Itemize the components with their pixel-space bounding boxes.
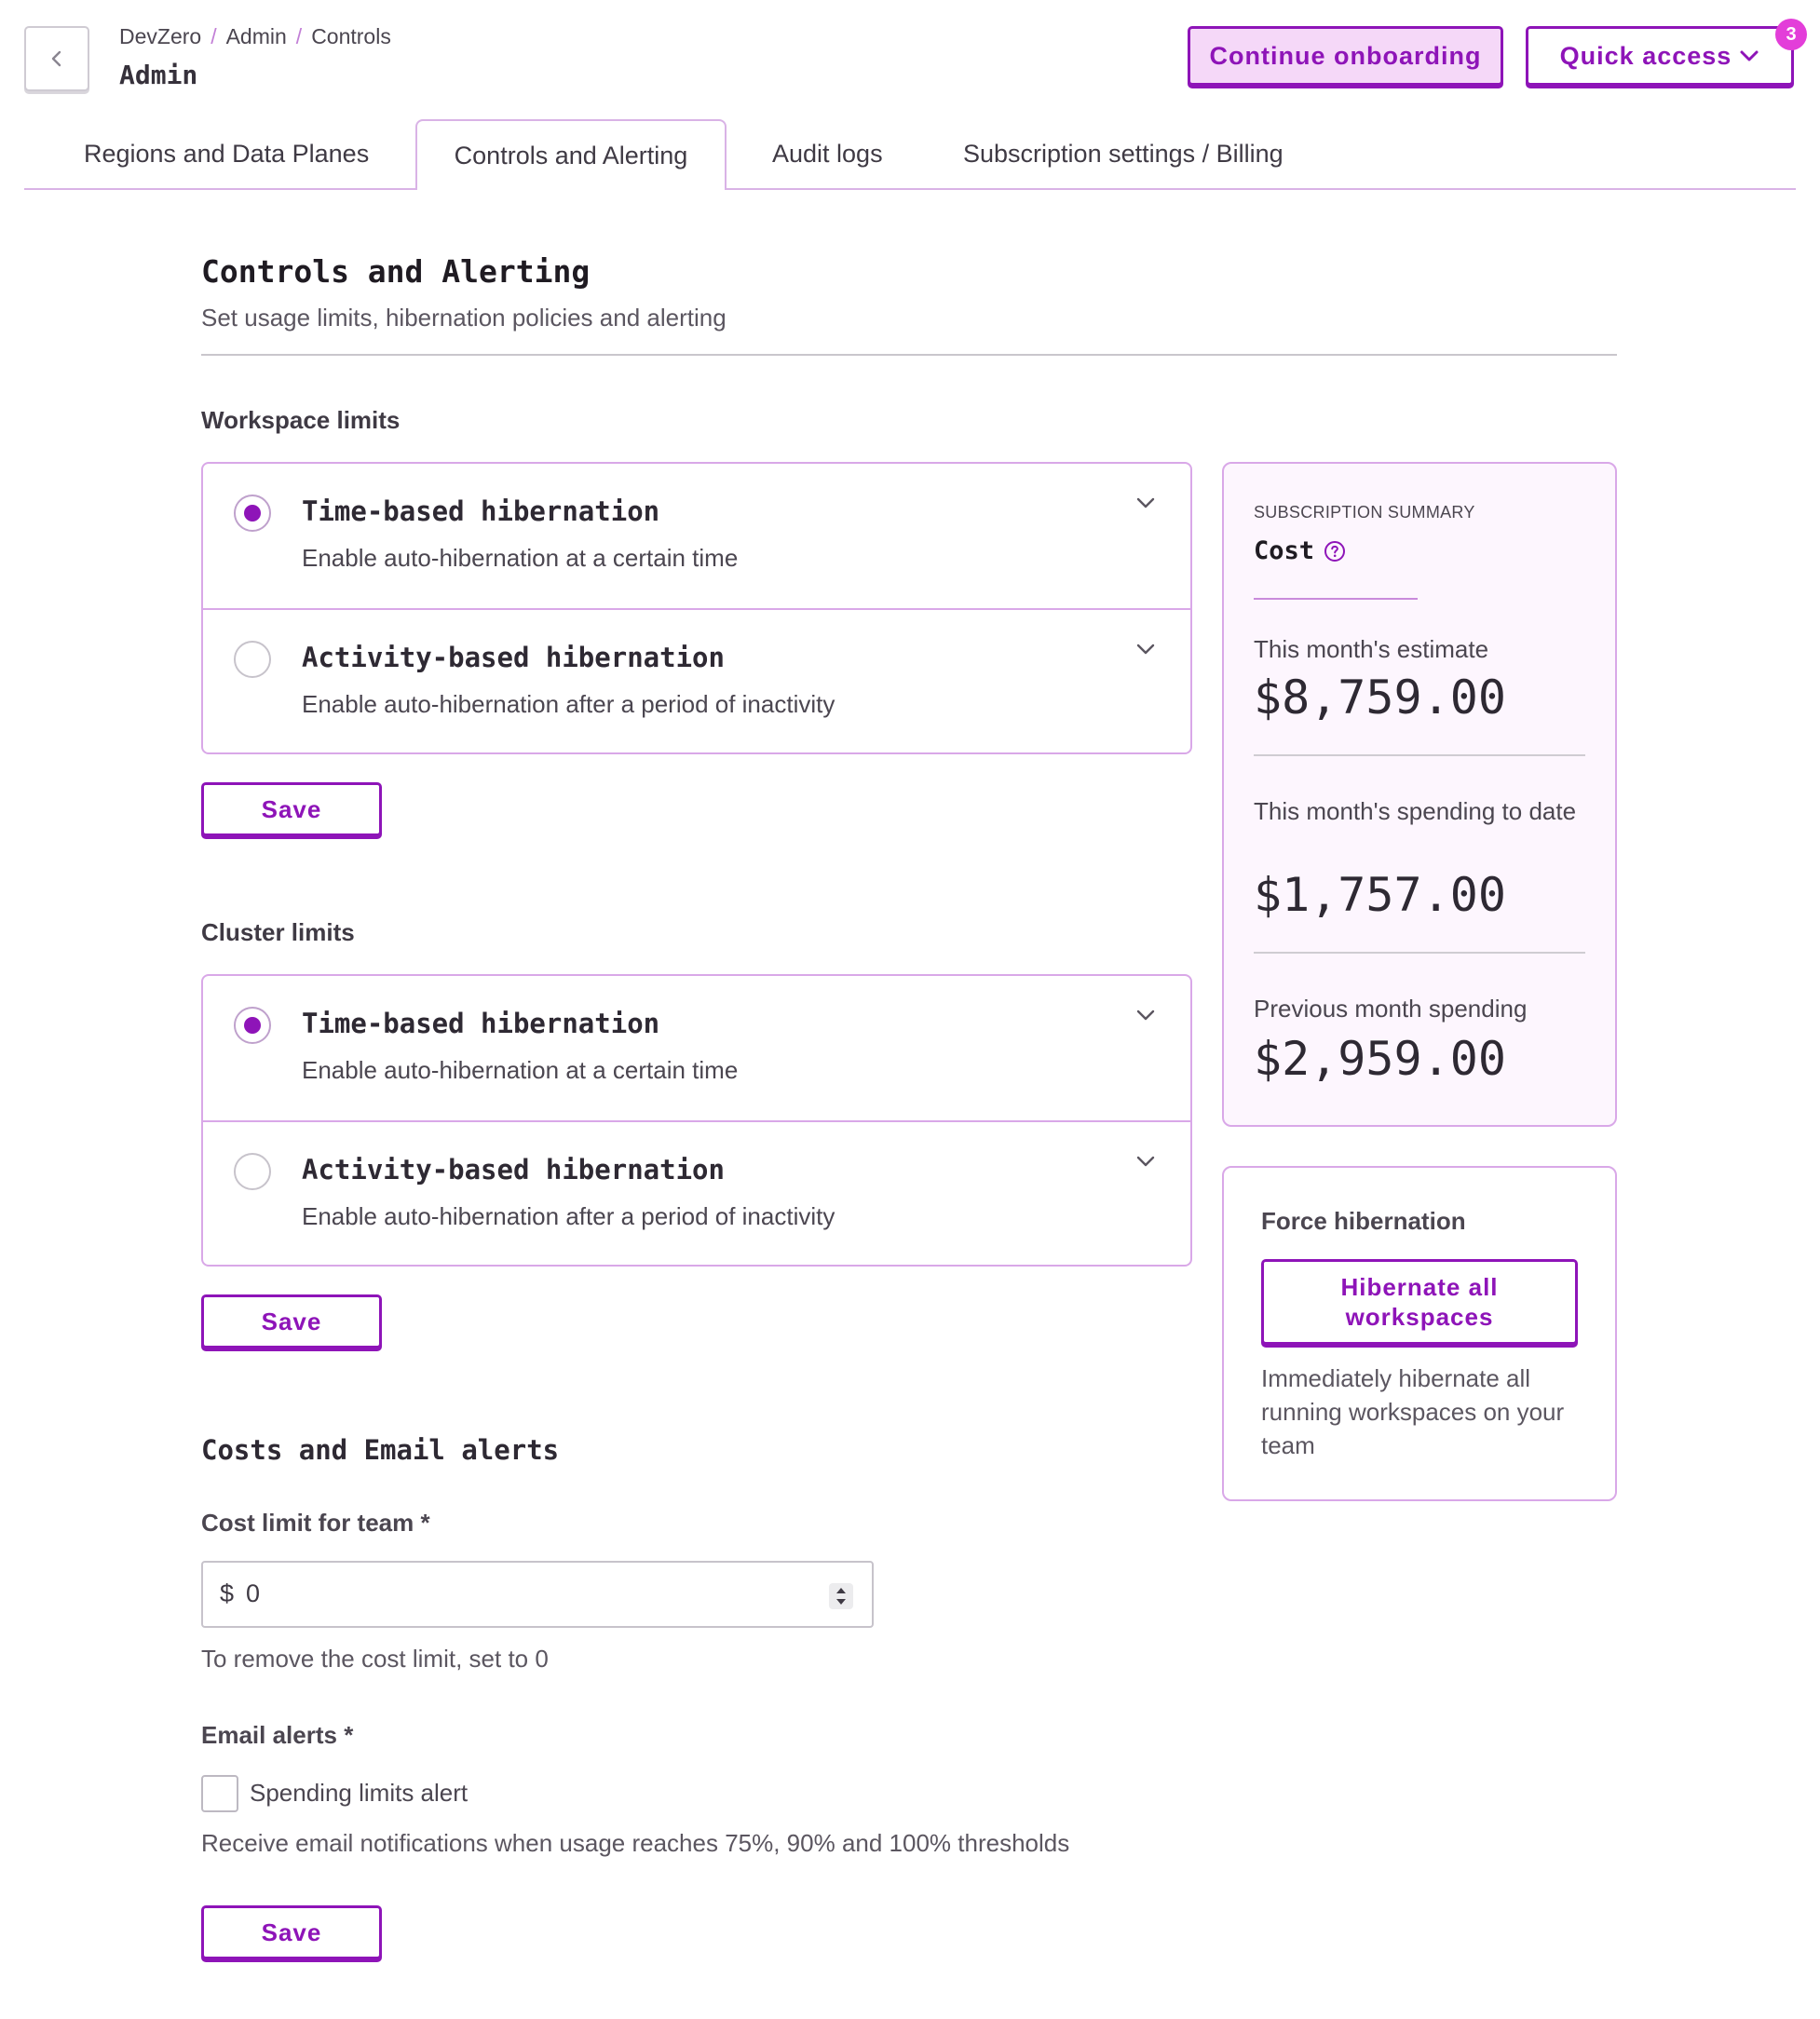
tab-regions[interactable]: Regions and Data Planes [84, 140, 370, 168]
cluster-limits-save-button[interactable] [201, 1294, 382, 1348]
continue-onboarding-label: Continue onboarding [1209, 41, 1482, 70]
previous-month-value: $2,959.00 [1254, 1032, 1506, 1086]
cost-limit-input[interactable] [201, 1561, 874, 1628]
email-alerts-label: Email alerts * [201, 1721, 354, 1749]
tab-subscription-billing[interactable]: Subscription settings / Billing [963, 140, 1284, 168]
spending-limits-alert-checkbox[interactable] [201, 1775, 238, 1812]
email-alerts-hint: Receive email notifications when usage reaches 75%, 90% and 100% thresholds [201, 1829, 1070, 1857]
option-title: Time-based hibernation [302, 1008, 660, 1039]
force-hibernation-title: Force hibernation [1261, 1207, 1466, 1235]
workspace-limits-label: Workspace limits [201, 406, 401, 434]
cost-limit-label: Cost limit for team * [201, 1509, 430, 1537]
tab-bar-divider [24, 188, 1796, 190]
section-subtitle: Set usage limits, hibernation policies and alerting [201, 304, 727, 332]
cost-label: Cost [1254, 536, 1315, 565]
estimate-label: This month's estimate [1254, 635, 1489, 663]
quick-access-label: Quick access [1559, 41, 1732, 70]
spending-to-date-value: $1,757.00 [1254, 868, 1506, 922]
quick-access-button[interactable] [1526, 26, 1794, 86]
tab-controls-alerting-label: Controls and Alerting [454, 141, 688, 169]
chevron-down-icon[interactable] [1134, 642, 1157, 657]
option-title: Time-based hibernation [302, 495, 660, 527]
cluster-activity-hibernation-radio[interactable] [234, 1153, 271, 1190]
workspace-limits-card [201, 462, 1192, 754]
option-description: Enable auto-hibernation at a certain time [302, 1056, 739, 1084]
cluster-limits-label: Cluster limits [201, 918, 355, 946]
workspace-time-hibernation-radio[interactable] [234, 495, 271, 532]
force-hibernation-card [1222, 1166, 1617, 1501]
estimate-value: $8,759.00 [1254, 671, 1506, 725]
workspace-activity-hibernation-option[interactable] [203, 608, 1190, 754]
workspace-time-hibernation-option[interactable] [203, 464, 1190, 608]
currency-prefix: $ [220, 1579, 235, 1607]
costs-alerts-heading: Costs and Email alerts [201, 1434, 560, 1466]
spending-limits-alert-label[interactable]: Spending limits alert [250, 1779, 469, 1807]
cluster-time-hibernation-radio[interactable] [234, 1007, 271, 1044]
option-title: Activity-based hibernation [302, 642, 725, 673]
chevron-down-icon[interactable] [1134, 495, 1157, 510]
workspace-activity-hibernation-radio[interactable] [234, 641, 271, 678]
option-description: Enable auto-hibernation after a period of inactivity [302, 1202, 835, 1230]
section-title: Controls and Alerting [201, 253, 591, 290]
spending-to-date-label: This month's spending to date [1254, 797, 1577, 825]
subscription-summary-card [1222, 462, 1617, 1127]
hibernate-all-workspaces-button[interactable] [1261, 1259, 1578, 1345]
summary-eyebrow: SUBSCRIPTION SUMMARY [1254, 503, 1475, 522]
breadcrumb-controls: Controls [311, 24, 391, 48]
page-title: Admin [119, 60, 198, 90]
stepper-arrows-icon [829, 1583, 853, 1609]
back-button[interactable] [24, 26, 89, 91]
cluster-time-hibernation-option[interactable] [203, 976, 1190, 1120]
option-description: Enable auto-hibernation after a period of inactivity [302, 690, 835, 718]
tab-controls-alerting[interactable] [415, 119, 727, 190]
breadcrumb-devzero[interactable]: DevZero [119, 24, 202, 48]
cost-tab-underline [1254, 598, 1418, 600]
breadcrumb-separator: / [211, 24, 217, 48]
save-label: Save [261, 1917, 322, 1946]
breadcrumb [119, 24, 391, 49]
continue-onboarding-button[interactable] [1188, 26, 1503, 86]
hibernate-all-label: Hibernate all workspaces [1340, 1273, 1499, 1331]
breadcrumb-separator: / [295, 24, 303, 48]
chevron-down-icon[interactable] [1134, 1154, 1157, 1169]
save-label: Save [261, 794, 322, 823]
workspace-limits-save-button[interactable] [201, 782, 382, 836]
costs-alerts-save-button[interactable] [201, 1905, 382, 1959]
chevron-down-icon[interactable] [1134, 1008, 1157, 1023]
cluster-activity-hibernation-option[interactable] [203, 1120, 1190, 1267]
summary-divider [1254, 754, 1585, 756]
summary-cost-heading [1254, 536, 1346, 565]
section-divider [201, 354, 1617, 356]
breadcrumb-admin[interactable]: Admin [225, 24, 287, 48]
cost-limit-hint: To remove the cost limit, set to 0 [201, 1645, 549, 1673]
previous-month-label: Previous month spending [1254, 995, 1528, 1023]
tab-audit-logs[interactable]: Audit logs [772, 140, 883, 168]
summary-divider [1254, 952, 1585, 954]
option-description: Enable auto-hibernation at a certain time [302, 544, 739, 572]
help-circle-icon[interactable] [1324, 540, 1346, 562]
number-stepper[interactable] [829, 1583, 853, 1609]
cost-limit-value: 0 [246, 1579, 261, 1607]
chevron-down-icon [1739, 49, 1759, 62]
notification-badge: 3 [1775, 19, 1807, 50]
save-label: Save [261, 1307, 322, 1335]
cluster-limits-card [201, 974, 1192, 1267]
chevron-left-icon [47, 48, 67, 69]
option-title: Activity-based hibernation [302, 1154, 725, 1186]
force-hibernation-description: Immediately hibernate all running workspaces on your team [1261, 1364, 1565, 1459]
